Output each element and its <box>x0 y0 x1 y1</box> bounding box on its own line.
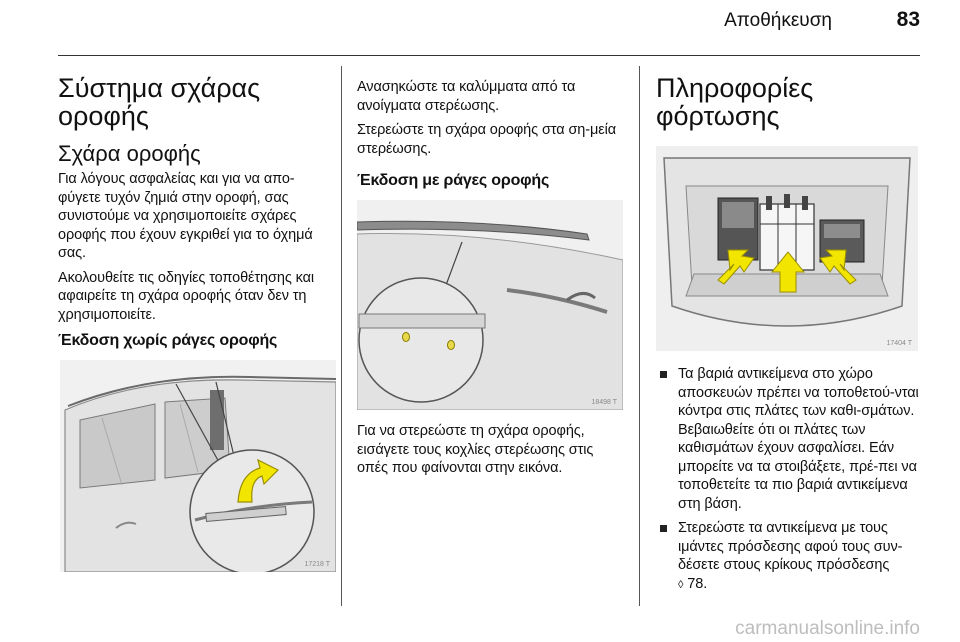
middle-paragraph-3: Για να στερεώστε τη σχάρα οροφής, εισάγετε τους κοχλίες στερέωσης στις οπές που φαίνονται στην εικόνα. <box>357 423 594 476</box>
middle-paragraph-2: Στερεώστε τη σχάρα οροφής στα ση-μεία στερέωσης. <box>357 122 617 157</box>
loading-bullet-list <box>656 365 924 594</box>
middle-section-heading: Έκδοση με ράγες οροφής <box>357 172 550 189</box>
list-item <box>656 519 924 594</box>
figure-car-roof-no-rails <box>60 360 336 572</box>
header-rule <box>58 55 920 56</box>
watermark: carmanualsonline.info <box>735 618 920 639</box>
left-heading: Σύστημα σχάρας οροφής <box>58 73 261 131</box>
list-item: Τα βαριά αντικείμενα στο χώρο αποσκευών πρέπει να τοποθετού-νται κόντρα στις πλάτες των καθι-σμάτων. Βεβαιωθείτε ότι οι πλάτες των καθισμάτων έχουν ασφαλίσει. Εάν μπορείτε να τα στοιβάξετε, πρέ-πει να τοποθετείτε τα πιο βαριά αντικείμενα στη βάση. <box>656 365 924 513</box>
car-roof-no-rails-illustration <box>60 360 336 572</box>
figure-code-right: 17404 T <box>886 340 912 347</box>
figure-code-left: 17218 T <box>304 561 330 568</box>
right-column <box>656 74 924 600</box>
column-divider-left <box>341 66 342 606</box>
cargo-loading-illustration <box>656 146 918 351</box>
arrow-right-icon: ◊ <box>678 578 684 591</box>
left-paragraph-1: Για λόγους ασφαλείας και για να απο-φύγετε τυχόν ζημιά στην οροφή, σας συνιστούμε να χρησιμοποιείτε σχάρες οροφής που έχουν εγκριθεί για το όχημά σας. <box>58 171 313 261</box>
bullet-2-text: Στερεώστε τα αντικείμενα με τους ιμάντες πρόσδεσης αφού τους συν-δέσετε στους κρίκους πρόσδεσης <box>678 520 903 573</box>
figure-car-roof-rails <box>357 200 623 410</box>
left-section-heading: Έκδοση χωρίς ράγες οροφής <box>58 332 278 349</box>
left-column <box>58 74 328 572</box>
left-subheading: Σχάρα οροφής <box>58 141 201 166</box>
page-number: 83 <box>896 8 920 31</box>
car-roof-rails-illustration <box>357 200 623 410</box>
middle-column <box>357 78 627 484</box>
page-reference-link[interactable]: 78. <box>687 575 708 592</box>
middle-paragraph-1: Ανασηκώστε τα καλύμματα από τα ανοίγματα στερέωσης. <box>357 79 576 114</box>
right-heading: Πληροφορίες φόρτωσης <box>656 73 814 131</box>
column-divider-right <box>639 66 640 606</box>
left-paragraph-2: Ακολουθείτε τις οδηγίες τοποθέτησης και αφαιρείτε τη σχάρα οροφής όταν δεν τη χρησιμοποιείτε. <box>58 269 315 323</box>
figure-code-middle: 18498 T <box>591 399 617 406</box>
header-title: Αποθήκευση <box>724 10 832 31</box>
figure-cargo-loading <box>656 146 918 351</box>
